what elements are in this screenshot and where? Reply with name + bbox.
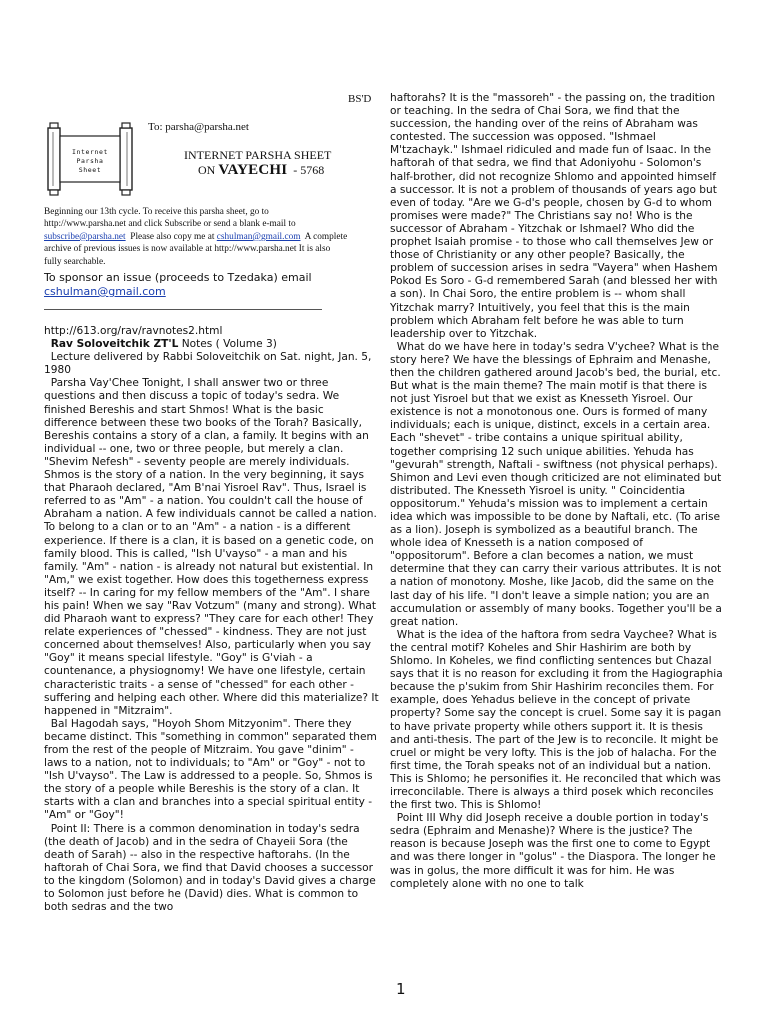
paragraph bbox=[390, 629, 724, 812]
subscription-blurb bbox=[44, 206, 380, 268]
paragraph bbox=[390, 812, 724, 891]
right-column bbox=[390, 92, 724, 891]
lecture-line bbox=[44, 351, 380, 377]
sponsor-text: To sponsor an issue (proceeds to Tzedaka) email bbox=[44, 271, 312, 284]
sponsor-notice bbox=[44, 271, 380, 299]
author-name: Rav Soloveitchik ZT'L bbox=[50, 338, 179, 351]
article-url: http://613.org/rav/ravnotes2.html bbox=[44, 325, 223, 337]
paragraph-text: Bal Hagodah says, "Hoyoh Shom Mitzyonim". There they became distinct. This "something in common" separated them from the rest of the people of Mitzraim. You gave "dinim" - laws to a nation, not to individuals; to "Am" or "Goy" - not to "Ish U'vayso". The Law is addressed to a people. So, Shmos is the story of a people while Bereshis is the story of a clan. It starts with a clan and branches into a special spiritual entity - "Am" or "Goy"! bbox=[44, 717, 377, 822]
blurb-line-4: archive of previous issues is now available at http://www.parsha.net It is also bbox=[44, 244, 331, 255]
logo-line-3: Sheet bbox=[78, 166, 102, 174]
contact-email-link[interactable]: cshulman@gmail.com bbox=[216, 231, 301, 242]
sheet-on-line bbox=[198, 162, 324, 179]
blurb-line-1: Beginning our 13th cycle. To receive this parsha sheet, go to bbox=[44, 207, 269, 217]
paragraph bbox=[44, 823, 380, 915]
paragraph bbox=[44, 718, 380, 823]
bsd-label: BS'D bbox=[348, 93, 372, 105]
paragraph bbox=[390, 341, 724, 629]
article-byline bbox=[44, 338, 380, 351]
divider-line bbox=[44, 309, 322, 310]
paragraph-text: Parsha Vay'Chee Tonight, I shall answer two or three questions and then discuss a topic of today's sedra. We finished Bereshis and start Shmos! What is the basic difference between these two books of the Torah? Basically, Bereshis contains a story of a clan, a family. It begins with an individual -- one, two or three people, but merely a clan. "Shevim Nefesh" - seventy people are merely individuals. Shmos is the story of a nation. In the very beginning, it says that Pharaoh declared, "Am B'nai Yisroel Rav". Thus, Israel is referred to as "Am" - a nation. You couldn't call the house of Abraham a nation. A few individuals cannot be called a nation. To belong to a clan or to an "Am" - a nation - is a different experience. If there is a clan, it is based on a genetic code, on family blood. This is called, "Ish U'vayso" - a man and his family. "Am" - nation - is already not natural but existential. In "Am," we exist together. How does this togetherness express itself? -- In caring for my fellow members of the "Am". I share his pain! When we say "Rav Votzum" (many and strong). What did Pharaoh want to express? "They care for each other! They relate experiences of "chessed" - kindness. They are not just concerned about themselves! Also, particularly when you say "Goy" it means special lifestyle. "Goy" is G'viah - a countenance, a physiognomy! We have one lifestyle, certain characteristic traits - a sense of "chessed" for each other - suffering and helping each other. Where did this materialize? It happened in "Mitzraim". bbox=[44, 377, 379, 717]
logo-line-1: Internet bbox=[71, 148, 109, 156]
paragraph-text: Point II: There is a common denomination in today's sedra (the death of Jacob) and in the sedra of Chayeii Sora (the death of Sarah) -- also in the respective haftorahs. (In the haftorah of Chai Sora, we find that David chooses a successor to the kingdom (Solomon) and in today's David gives a charge to Solomon just before he (David) dies. What is common to both sedras and the two bbox=[44, 822, 376, 914]
subscribe-email-link[interactable]: subscribe@parsha.net bbox=[44, 231, 126, 242]
blurb-line-2: http://www.parsha.net and click Subscribe or send a blank e-mail to bbox=[44, 219, 296, 230]
page-number: 1 bbox=[396, 980, 406, 998]
lecture-text: Lecture delivered by Rabbi Soloveitchik on Sat. night, Jan. 5, 1980 bbox=[44, 351, 372, 377]
sheet-title: INTERNET PARSHA SHEET bbox=[184, 148, 332, 162]
blurb-mid-text: Please also copy me at bbox=[130, 231, 215, 242]
sponsor-email-link[interactable]: cshulman@gmail.com bbox=[44, 285, 166, 298]
to-line: To: parsha@parsha.net bbox=[148, 121, 249, 133]
left-column bbox=[44, 325, 380, 914]
year-label: - 5768 bbox=[293, 163, 325, 177]
paragraph bbox=[390, 92, 724, 341]
paragraph bbox=[44, 377, 380, 717]
notes-volume: Notes ( Volume 3) bbox=[181, 338, 277, 351]
logo-line-2: Parsha bbox=[76, 157, 104, 165]
blurb-line-5: fully searchable. bbox=[44, 256, 106, 267]
blurb-line-3 bbox=[44, 231, 380, 243]
paragraph-text: What is the idea of the haftora from sedra Vaychee? What is the central motif? Koheles and Shir Hashirim are both by Shlomo. In Koheles, we find conflicting sentences but Chazal says that it is no reason for excluding it from the Hagiographia because the p'sukim from Shir Hashirim reconciles them. For example, does Yehadus believe in the concept of private property? Some say the concept is cruel. Some say it is pagan to have private property while others support it. It is thesis and anti-thesis. The part of the Jew is to reconcile. It might be cruel or might be very lofty. This is the job of halacha. For the first time, the Torah speaks not of an individual but a nation. This is Shlomo; he personifies it. He reconciled that which was irreconcilable. There is always a third posek which reconciles the first two. This is Shlomo! bbox=[390, 628, 723, 812]
blurb-after-email: A complete bbox=[304, 231, 348, 242]
paragraph-text: Point III Why did Joseph receive a double portion in today's sedra (Ephraim and Menashe)? Where is the justice? The reason is because Joseph was the first one to come to Egypt and was there longer in "golus" - the Diaspora. The longer he was in golus, the more difficult it was for him. He was completely alone with no one to talk bbox=[390, 812, 716, 890]
scroll-logo bbox=[44, 122, 136, 196]
paragraph-text: What do we have here in today's sedra V'ychee? What is the story here? We have the blessings of Ephraim and Menashe, then the children gathered around Jacob's bed, the burial, etc. But what is the main theme? The main motif is that there is not just Yisroel but that we exist as Knesseth Yisroel. Our existence is not a monotonous one. Ours is formed of many individuals; each is unique, distinct, excels in a certain area. Each "shevet" - tribe contains a unique spiritual ability, together comprising 12 such unique abilities. Yehuda has "gevurah" strength, Naftali - swiftness (not physical perhaps). Shimon and Levi even though criticized are not eliminated but distributed. The Knesseth Yisroel is unity. " Coincidentia oppositorum." Yehuda's mission was to implement a certain idea which was impossible to be done by Naftali, etc. (To arise as a lion). Joseph is symbolized as a beautiful branch. The whole idea of Knesseth is a nation composed of "oppositorum". Before a clan becomes a nation, we must determine that they can carry their various attributes. It is not a nation of monotony. Moshe, like Jacob, did the same on the last day of his life. "I don't leave a simple nation; you are an accumulation or assembly of many books. Together you'll be a great nation. bbox=[390, 340, 722, 628]
parsha-name: VAYECHI bbox=[218, 162, 288, 178]
on-prefix: ON bbox=[198, 163, 216, 177]
paragraph-text: haftorahs? It is the "massoreh" - the passing on, the tradition or teaching. In the sedra of Chai Sora, we find that the succession, the handing over of the reins of Abraham was contested. The succession was opposed. "Ishmael M'tzachayk." Ishmael ridiculed and made fun of Isaac. In the haftorah of that sedra, we find that Adoniyohu - Solomon's half-brother, did not recognize Shlomo and appointed himself a successor. It is not a problem of thousands of years ago but even of today. "Are we G-d's people, chosen by G-d to whom promises were made?" The Christians say no! Who is the successor of Abraham - Yitzchak or Ishmael? Who did the prophet Isaiah promise - to those who call themselves Jew or those of Christianity or any other people? Basically, the problem of succession arises in sedra "Vayera" when Hashem Pokod Es Soro - G-d remembered Sarah (and blessed her with a son). In Chai Soro, the entire problem is -- whom shall Yitzchak marry? Intuitively, you feel that this is the main problem which Abraham felt before he was able to turn leadership over to Yitzchak. bbox=[390, 92, 718, 340]
